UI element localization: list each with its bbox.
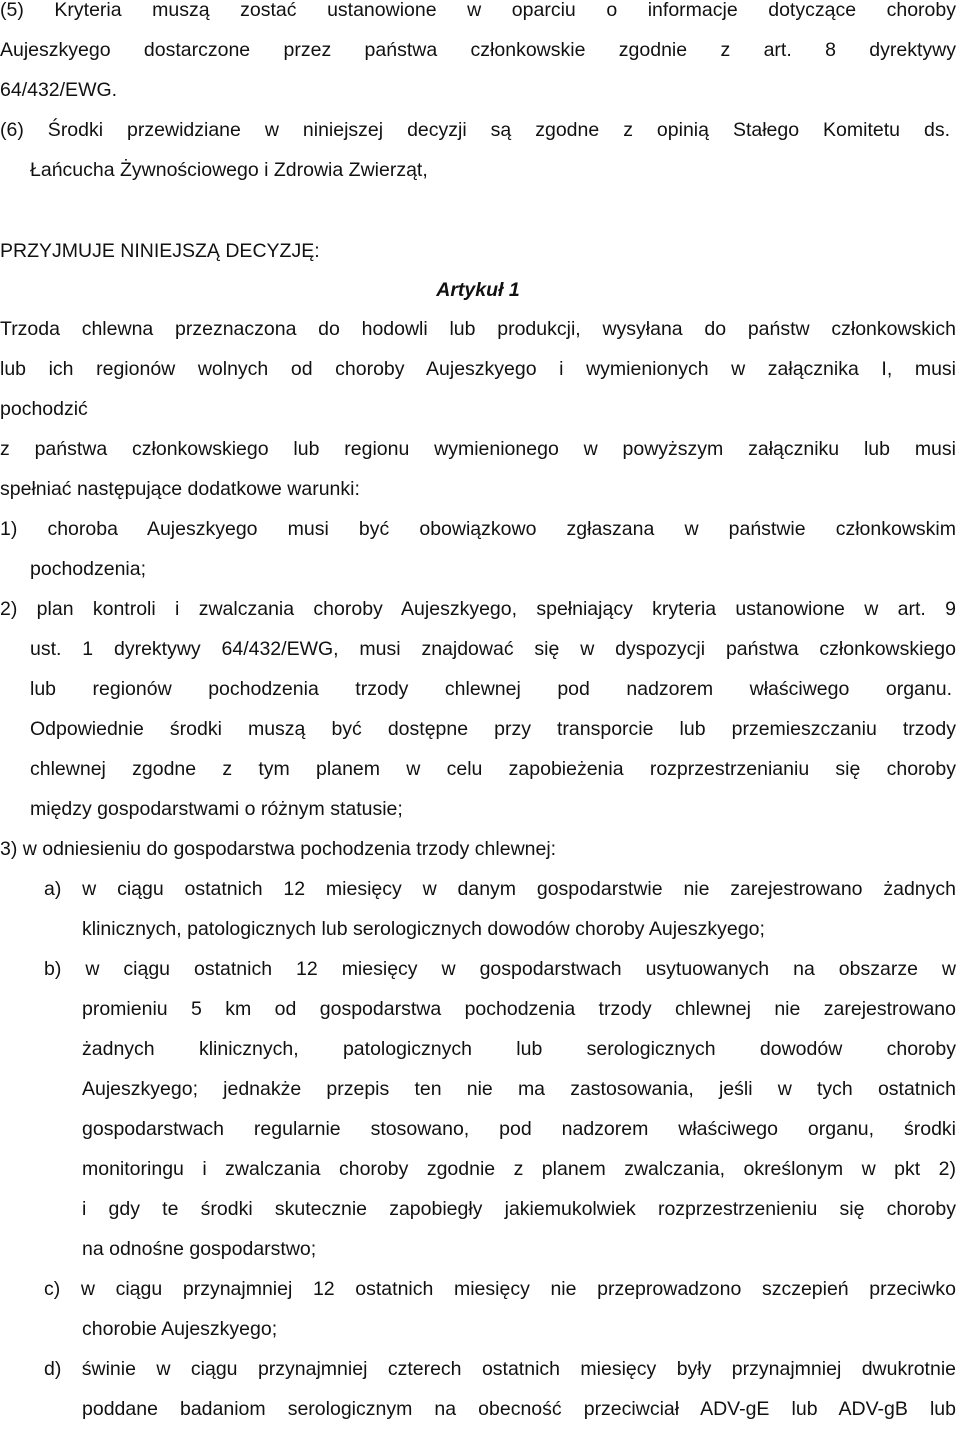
text-line: Aujeszkyego dostarczone przez państwa członkowskie zgodnie z art. 8 dyrektywy <box>0 39 956 61</box>
text-line: między gospodarstwami o różnym statusie; <box>30 798 403 820</box>
list-item: 1) choroba Aujeszkyego musi być obowiązkowo zgłaszana w państwie członkowskim <box>0 518 956 540</box>
text-line: chlewnej zgodne z tym planem w celu zapobieżenia rozprzestrzenianiu się choroby <box>30 758 956 780</box>
sub-list-item: d) świnie w ciągu przynajmniej czterech ostatnich miesięcy były przynajmniej dwukrotnie <box>44 1358 956 1380</box>
sub-list-item: b) w ciągu ostatnich 12 miesięcy w gospodarstwach usytuowanych na obszarze w <box>44 958 956 980</box>
text-line: Aujeszkyego; jednakże przepis ten nie ma zastosowania, jeśli w tych ostatnich <box>82 1078 956 1100</box>
text-line: na odnośne gospodarstwo; <box>82 1238 317 1260</box>
article-heading: Artykuł 1 <box>436 279 520 301</box>
text-line: z państwa członkowskiego lub regionu wymienionego w powyższym załączniku lub musi <box>0 438 956 460</box>
text-line: spełniać następujące dodatkowe warunki: <box>0 478 360 500</box>
text-line: żadnych klinicznych, patologicznych lub serologicznych dowodów choroby <box>82 1038 956 1060</box>
decision-heading: PRZYJMUJE NINIEJSZĄ DECYZJĘ: <box>0 240 320 262</box>
list-item: 3) w odniesieniu do gospodarstwa pochodzenia trzody chlewnej: <box>0 838 557 860</box>
sub-list-item: a) w ciągu ostatnich 12 miesięcy w danym gospodarstwie nie zarejestrowano żadnych <box>44 878 956 900</box>
text-line: klinicznych, patologicznych lub serologicznych dowodów choroby Aujeszkyego; <box>82 918 765 940</box>
list-item: 2) plan kontroli i zwalczania choroby Aujeszkyego, spełniający kryteria ustanowione w art. 9 <box>0 598 956 620</box>
text-line: (6) Środki przewidziane w niniejszej decyzji są zgodne z opinią Stałego Komitetu ds. <box>0 119 950 141</box>
text-line: pochodzenia; <box>30 558 147 580</box>
text-line: poddane badaniom serologicznym na obecność przeciwciał ADV-gE lub ADV-gB lub <box>82 1398 956 1420</box>
text-line: gospodarstwach regularnie stosowano, pod nadzorem właściwego organu, środki <box>82 1118 956 1140</box>
text-line: monitoringu i zwalczania choroby zgodnie z planem zwalczania, określonym w pkt 2) <box>82 1158 956 1180</box>
text-line: ust. 1 dyrektywy 64/432/EWG, musi znajdować się w dyspozycji państwa członkowskiego <box>30 638 956 660</box>
text-line: lub ich regionów wolnych od choroby Aujeszkyego i wymienionych w załącznika I, musi <box>0 358 956 380</box>
text-line: Łańcucha Żywnościowego i Zdrowia Zwierząt, <box>30 159 428 181</box>
text-line: Trzoda chlewna przeznaczona do hodowli lub produkcji, wysyłana do państw członkowskich <box>0 318 956 340</box>
text-line: pochodzić <box>0 398 88 420</box>
text-line: promieniu 5 km od gospodarstwa pochodzenia trzody chlewnej nie zarejestrowano <box>82 998 956 1020</box>
text-line: chorobie Aujeszkyego; <box>82 1318 278 1340</box>
text-line: lub regionów pochodzenia trzody chlewnej pod nadzorem właściwego organu. <box>30 678 952 700</box>
text-line: i gdy te środki skutecznie zapobiegły jakiemukolwiek rozprzestrzenieniu się choroby <box>82 1198 956 1220</box>
text-line: Odpowiednie środki muszą być dostępne przy transporcie lub przemieszczaniu trzody <box>30 718 956 740</box>
text-line: (5) Kryteria muszą zostać ustanowione w oparciu o informacje dotyczące choroby <box>0 0 956 21</box>
sub-list-item: c) w ciągu przynajmniej 12 ostatnich miesięcy nie przeprowadzono szczepień przeciwko <box>44 1278 956 1300</box>
text-line: 64/432/EWG. <box>0 79 118 101</box>
